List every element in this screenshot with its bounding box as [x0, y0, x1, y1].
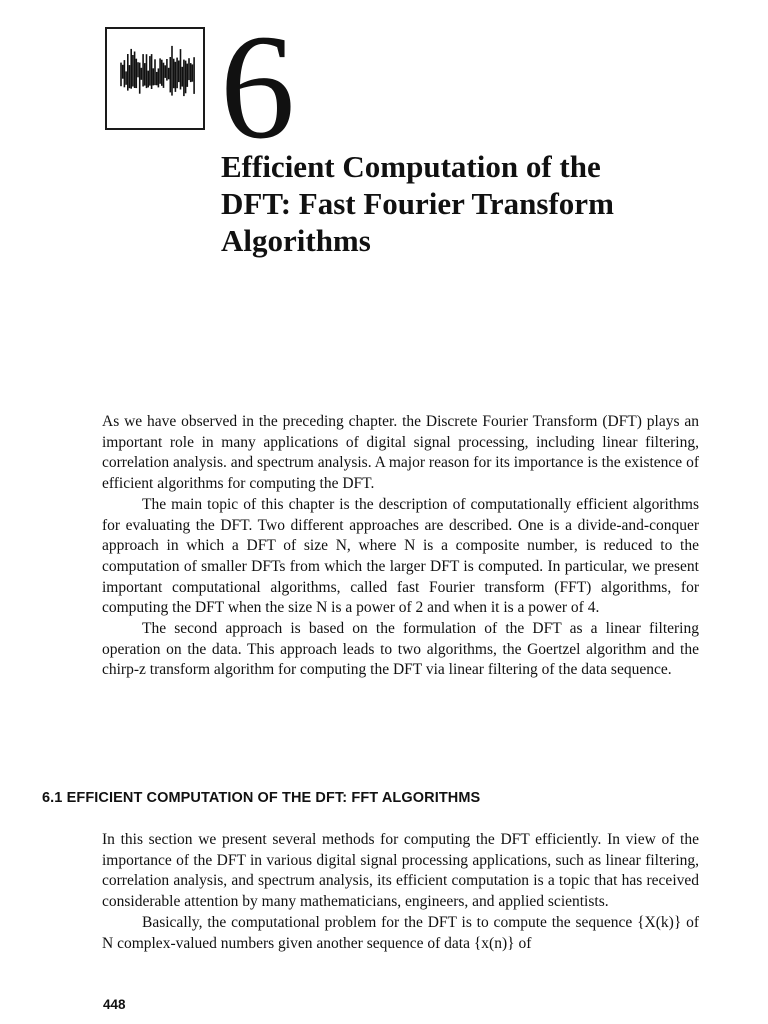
chapter-emblem — [105, 27, 205, 130]
intro-paragraph: The second approach is based on the formulation of the DFT as a linear filtering operation on the data. This approach leads to two algorithms, the Goertzel algorithm and the chirp-z transform algorithm for computing the DFT via linear filtering of the data sequence. — [102, 620, 699, 679]
chapter-number: 6 — [220, 4, 291, 170]
section-paragraph: In this section we present several methods for computing the DFT efficiently. In view of the importance of the DFT in various digital signal processing applications, such as linear filtering, correlation analysis, and spectrum analysis, its efficient computation is a topic that has received considerable attention by many mathematicians, engineers, and applied scientists. — [102, 831, 699, 911]
chapter-title-line: Algorithms — [221, 223, 371, 258]
chapter-title-line: DFT: Fast Fourier Transform — [221, 186, 614, 221]
section-paragraph: Basically, the computational problem for the DFT is to compute the sequence {X(k)} of N complex-valued numbers given another sequence of data {x(n)} of — [102, 913, 699, 952]
section-body — [102, 830, 699, 954]
intro-paragraph: As we have observed in the preceding chapter. the Discrete Fourier Transform (DFT) plays an important role in many applications of digital signal processing, including linear filtering, correlation analysis. and spectrum analysis. A major reason for its importance is the existence of efficient algorithms for computing the DFT. — [102, 413, 699, 493]
chapter-intro — [102, 412, 699, 681]
section-heading: 6.1 EFFICIENT COMPUTATION OF THE DFT: FFT ALGORITHMS — [42, 790, 481, 806]
intro-paragraph: The main topic of this chapter is the description of computationally efficient algorithms for evaluating the DFT. Two different approaches are described. One is a divide-and-conquer approach in which a DFT of size N, where N is a composite number, is reduced to the computation of smaller DFTs from which the larger DFT is computed. In particular, we present important computational algorithms, called fast Fourier transform (FFT) algorithms, for computing the DFT when the size N is a power of 2 and when it is a power of 4. — [102, 495, 699, 617]
chapter-title — [221, 148, 741, 259]
chapter-title-line: Efficient Computation of the — [221, 149, 601, 184]
page-number: 448 — [103, 997, 126, 1012]
waveform-icon — [107, 29, 203, 128]
